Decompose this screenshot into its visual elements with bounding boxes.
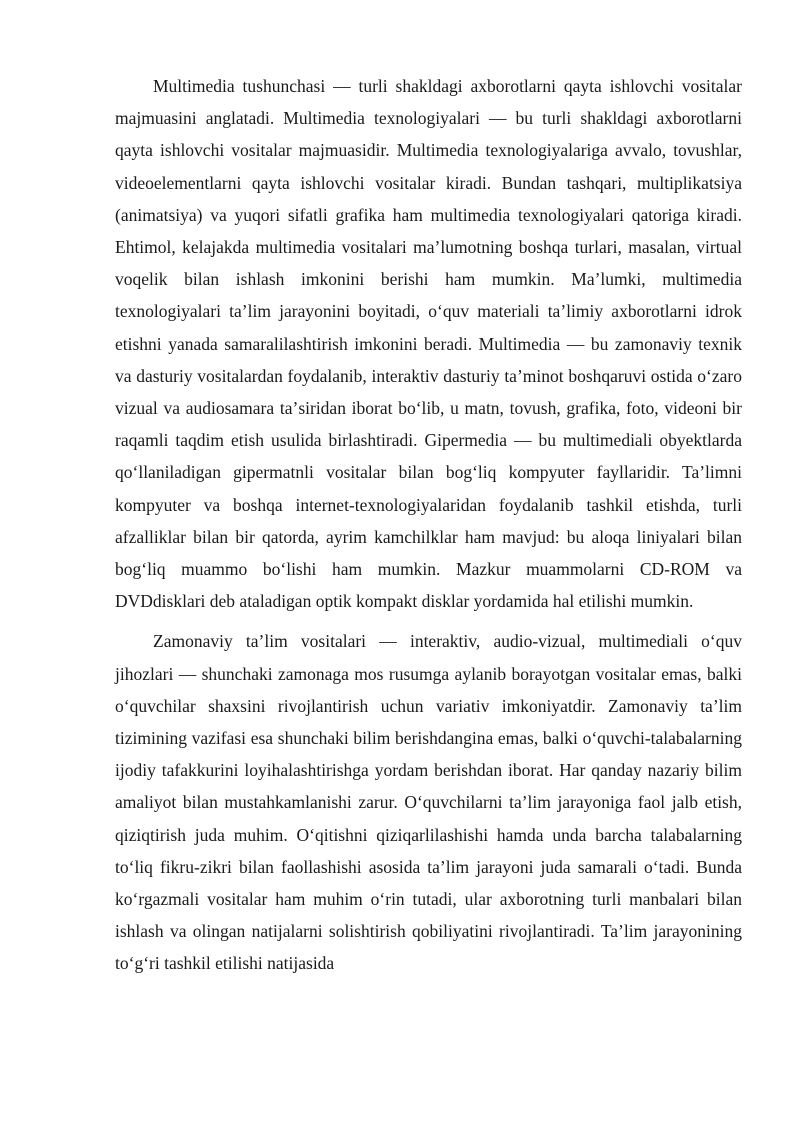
paragraph-multimedia-definition: Multimedia tushunchasi — turli shakldagi axborotlarni qayta ishlovchi vositalar majmuasini anglatadi. Multimedia texnologiyalari — bu turli shakldagi axborotlarni qayta ishlovchi vositalar majmuasidir. Multimedia texnologiyalariga avvalo, tovushlar, videoelementlarni qayta ishlovchi vositalar kiradi. Bundan tashqari, multiplikatsiya (animatsiya) va yuqori sifatli grafika ham multimedia texnologiyalari qatoriga kiradi. Ehtimol, kelajakda multimedia vositalari maʼlumotning boshqa turlari, masalan, virtual voqelik bilan ishlash imkonini berishi ham mumkin. Maʼlumki, multimedia texnologiyalari taʼlim jarayonini boyitadi, oʻquv materiali taʼlimiy axborotlarni idrok etishni yanada samaralilashtirish imkonini beradi. Multimedia — bu zamonaviy texnik va dasturiy vositalardan foydalanib, interaktiv dasturiy taʼminot boshqaruvi ostida oʻzaro vizual va audiosamara taʼsiridan iborat boʻlib, u matn, tovush, grafika, foto, videoni bir raqamli taqdim etish usulida birlashtiradi. Gipermedia — bu multimediali obyektlarda qoʻllaniladigan gipermatnli vositalar bilan bogʻliq kompyuter fayllaridir. Taʼlimni kompyuter va boshqa internet-texnologiyalaridan foydalanib tashkil etishda, turli afzalliklar bilan bir qatorda, ayrim kamchilklar ham mavjud: bu aloqa liniyalari bilan bogʻliq muammo boʻlishi ham mumkin. Mazkur muammolarni CD-ROM va DVDdisklari deb ataladigan optik kompakt disklar yordamida hal etilishi mumkin. bbox=[115, 76, 742, 612]
paragraph-modern-education-tools: Zamonaviy taʼlim vositalari — interaktiv, audio-vizual, multimediali oʻquv jihozlari — shunchaki zamonaga mos rusumga aylanib borayotgan vositalar emas, balki oʻquvchilar shaxsini rivojlantirish uchun variativ imkoniyatdir. Zamonaviy taʼlim tizimining vazifasi esa shunchaki bilim berishdangina emas, balki oʻquvchi-talabalarning ijodiy tafakkurini loyihalashtirishga yordam berishdan iborat. Har qanday nazariy bilim amaliyot bilan mustahkamlanishi zarur. Oʻquvchilarni taʼlim jarayoniga faol jalb etish, qiziqtirish juda muhim. Oʻqitishni qiziqarlilashishi hamda unda barcha talabalarning toʻliq fikru-zikri bilan faollashishi asosida taʼlim jarayoni juda samarali oʻtadi. Bunda koʻrgazmali vositalar ham muhim oʻrin tutadi, ular axborotning turli manbalari bilan ishlash va olingan natijalarni solishtirish qobiliyatini rivojlantiradi. Taʼlim jarayonining toʻgʻri tashkil etilishi natijasida bbox=[115, 631, 742, 974]
document-page bbox=[115, 70, 742, 980]
